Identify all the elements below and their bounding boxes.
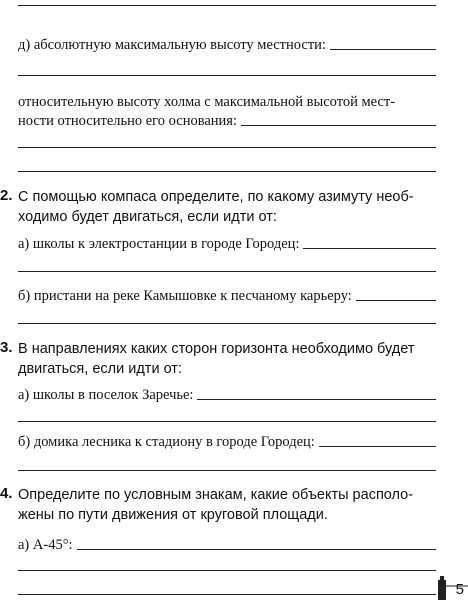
question-line: двигаться, если идти от: [18,361,182,377]
answer-line[interactable] [18,147,436,148]
answer-line[interactable] [18,470,436,471]
answer-row-d [18,34,436,54]
question-line: С помощью компаса определите, по какому азимуту необ- [18,189,414,205]
answer-blank[interactable] [330,49,436,50]
answer-row-2b [18,285,436,305]
answer-line[interactable] [18,5,436,6]
item-label: б) пристани на реке Камышовке к песчаному карьеру: [18,288,352,304]
item-label: а) школы к электростанции в городе Городец: [18,236,300,252]
answer-blank[interactable] [77,549,436,550]
item-label: а) школы в поселок Заречье: [18,387,194,403]
answer-row-rel [18,110,436,130]
answer-row-3b [18,431,436,451]
answer-line[interactable] [18,570,436,571]
question-text [18,339,438,379]
answer-line[interactable] [18,75,436,76]
question-number: 2. [0,187,13,204]
answer-line[interactable] [18,421,436,422]
question-line: В направлениях каких сторон горизонта необходимо будет [18,341,415,357]
answer-line[interactable] [18,594,436,595]
question-line: ходимо будет двигаться, если идти от: [18,209,277,225]
answer-row-3a [18,384,436,404]
question-line: Определите по условным знакам, какие объекты располо- [18,487,414,503]
answer-line[interactable] [18,171,436,172]
item-text: относительную высоту холма с максимальной высотой мест- [18,94,396,110]
answer-blank[interactable] [356,300,436,301]
item-label: д) абсолютную максимальную высоту местности: [18,37,326,53]
item-label: б) домика лесника к стадиону в городе Городец: [18,434,315,450]
question-text [18,187,438,227]
answer-line[interactable] [18,323,436,324]
answer-blank[interactable] [241,125,436,126]
answer-blank[interactable] [197,399,436,400]
answer-blank[interactable] [319,446,436,447]
answer-blank[interactable] [303,248,436,249]
question-number: 3. [0,339,13,356]
answer-line[interactable] [18,271,436,272]
item-label: ности относительно его основания: [18,113,238,129]
question-line: жены по пути движения от круговой площади. [18,507,328,523]
answer-row-2a [18,233,436,253]
question-text [18,485,438,525]
question-number: 4. [0,485,13,502]
answer-row-4a [18,534,436,554]
page-number: 5 [455,581,464,598]
item-label: а) А-45°: [18,537,73,553]
